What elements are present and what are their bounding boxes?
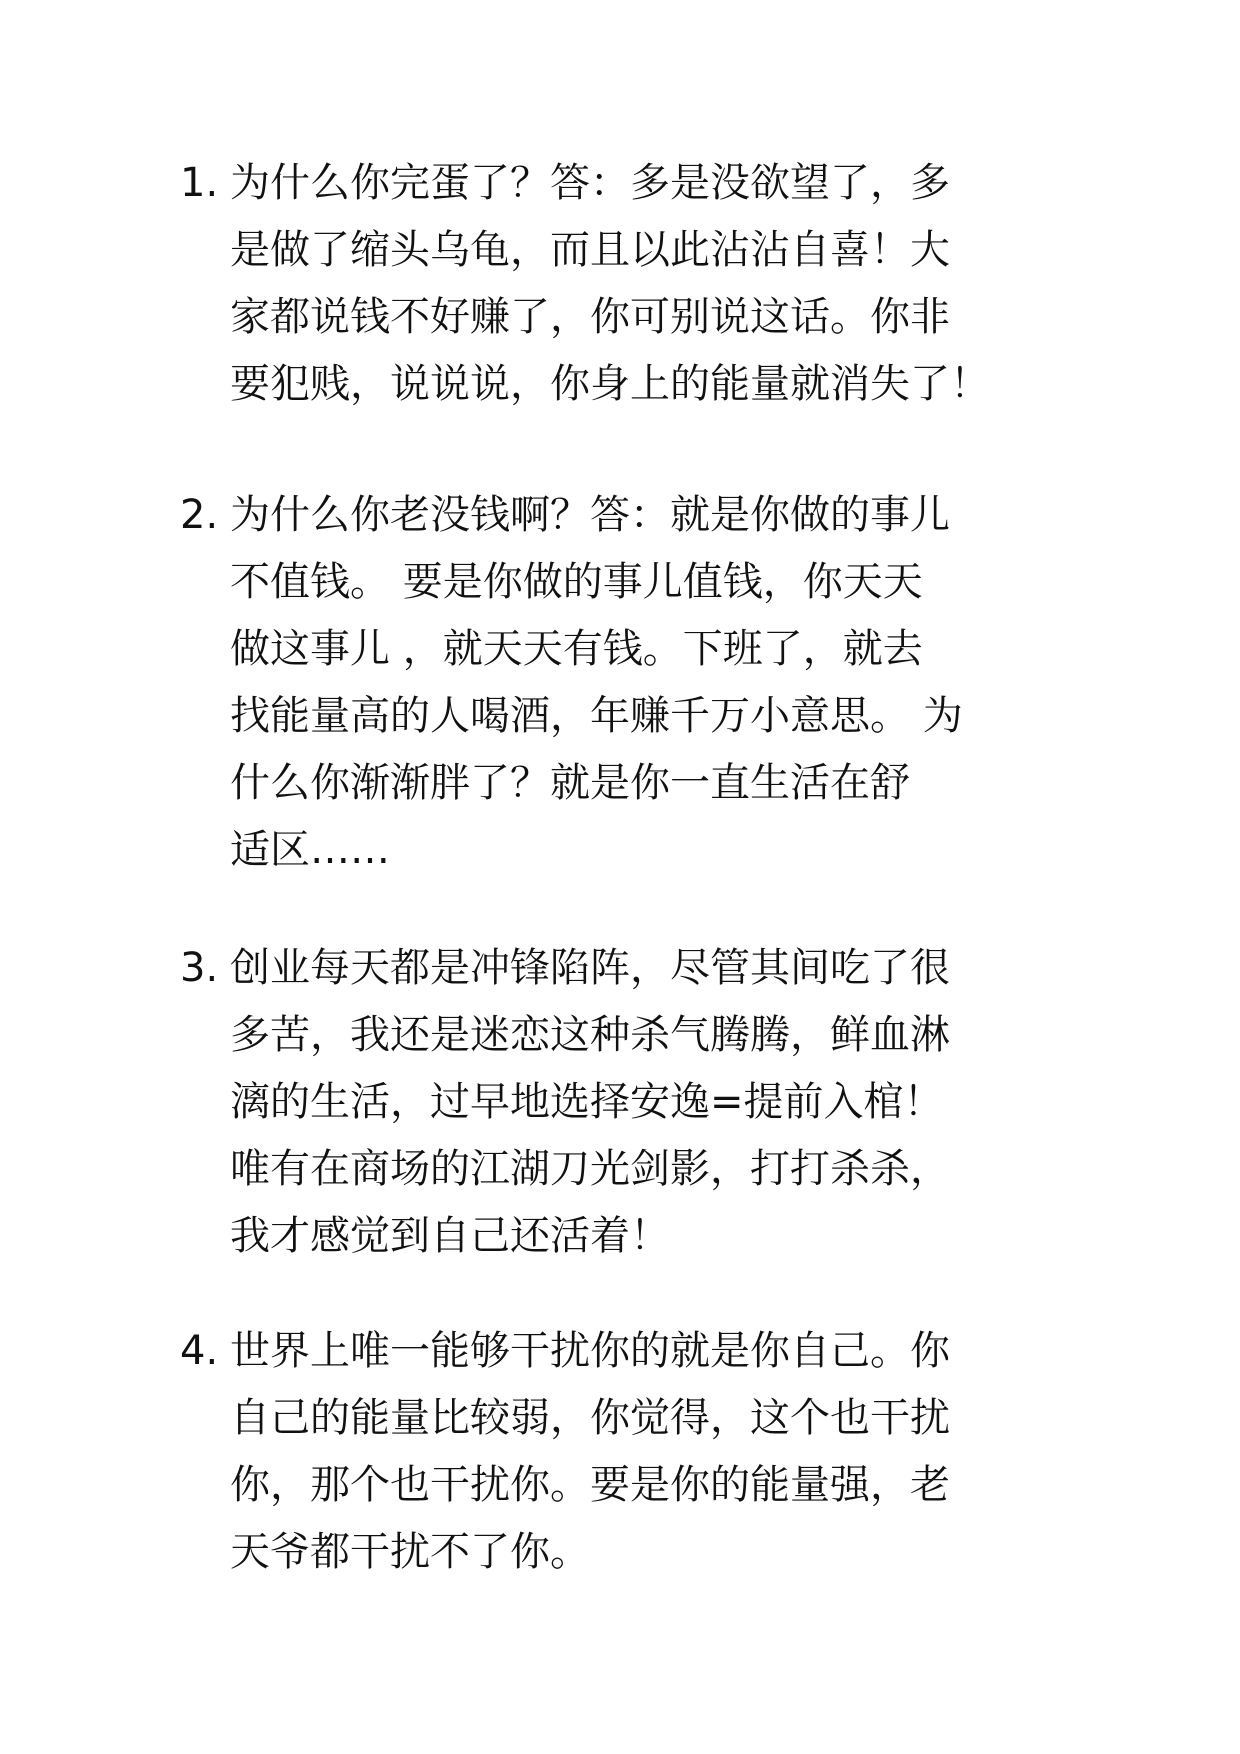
item-text: [230, 935, 1060, 1270]
item-number: 4.: [180, 1328, 219, 1374]
item-number: 3.: [180, 945, 219, 991]
text-line: 自己的能量比较弱，你觉得，这个也干扰: [230, 1395, 950, 1441]
list-item-1: [180, 150, 1060, 418]
text-line: 要犯贱，说说说，你身上的能量就消失了！: [230, 361, 990, 407]
text-line: 世界上唯一能够干扰你的就是你自己。你: [230, 1328, 950, 1374]
text-line: 什么你渐渐胖了？就是你一直生活在舒: [230, 760, 910, 806]
list-item-4: [180, 1318, 1060, 1586]
text-line: 家都说钱不好赚了，你可别说这话。你非: [230, 294, 950, 340]
text-line: 适区……: [230, 827, 390, 873]
text-line: 你，那个也干扰你。要是你的能量强，老: [230, 1462, 950, 1508]
text-line: 我才感觉到自己还活着！: [230, 1213, 670, 1259]
item-number: 2.: [180, 492, 219, 538]
text-line: 唯有在商场的江湖刀光剑影，打打杀杀，: [230, 1146, 950, 1192]
text-line: 不值钱。 要是你做的事儿值钱，你天天: [230, 559, 923, 605]
item-number: 1.: [180, 160, 219, 206]
list-item-2: [180, 482, 1060, 884]
text-line: 天爷都干扰不了你。: [230, 1529, 590, 1575]
item-text: [230, 150, 1060, 418]
text-line: 创业每天都是冲锋陷阵，尽管其间吃了很: [230, 945, 950, 991]
list-item-3: [180, 935, 1060, 1270]
text-line: 为什么你老没钱啊？答：就是你做的事儿: [230, 492, 950, 538]
item-text: [230, 1318, 1060, 1586]
text-line: 做这事儿 ，就天天有钱。下班了，就去: [230, 626, 923, 672]
text-line: 多苦，我还是迷恋这种杀气腾腾，鲜血淋: [230, 1012, 950, 1058]
item-text: [230, 482, 1060, 884]
text-line: 是做了缩头乌龟，而且以此沾沾自喜！大: [230, 227, 950, 273]
text-line: 漓的生活，过早地选择安逸=提前入棺！: [230, 1079, 944, 1125]
text-line: 为什么你完蛋了？答：多是没欲望了，多: [230, 160, 950, 206]
text-line: 找能量高的人喝酒，年赚千万小意思。 为: [230, 693, 963, 739]
